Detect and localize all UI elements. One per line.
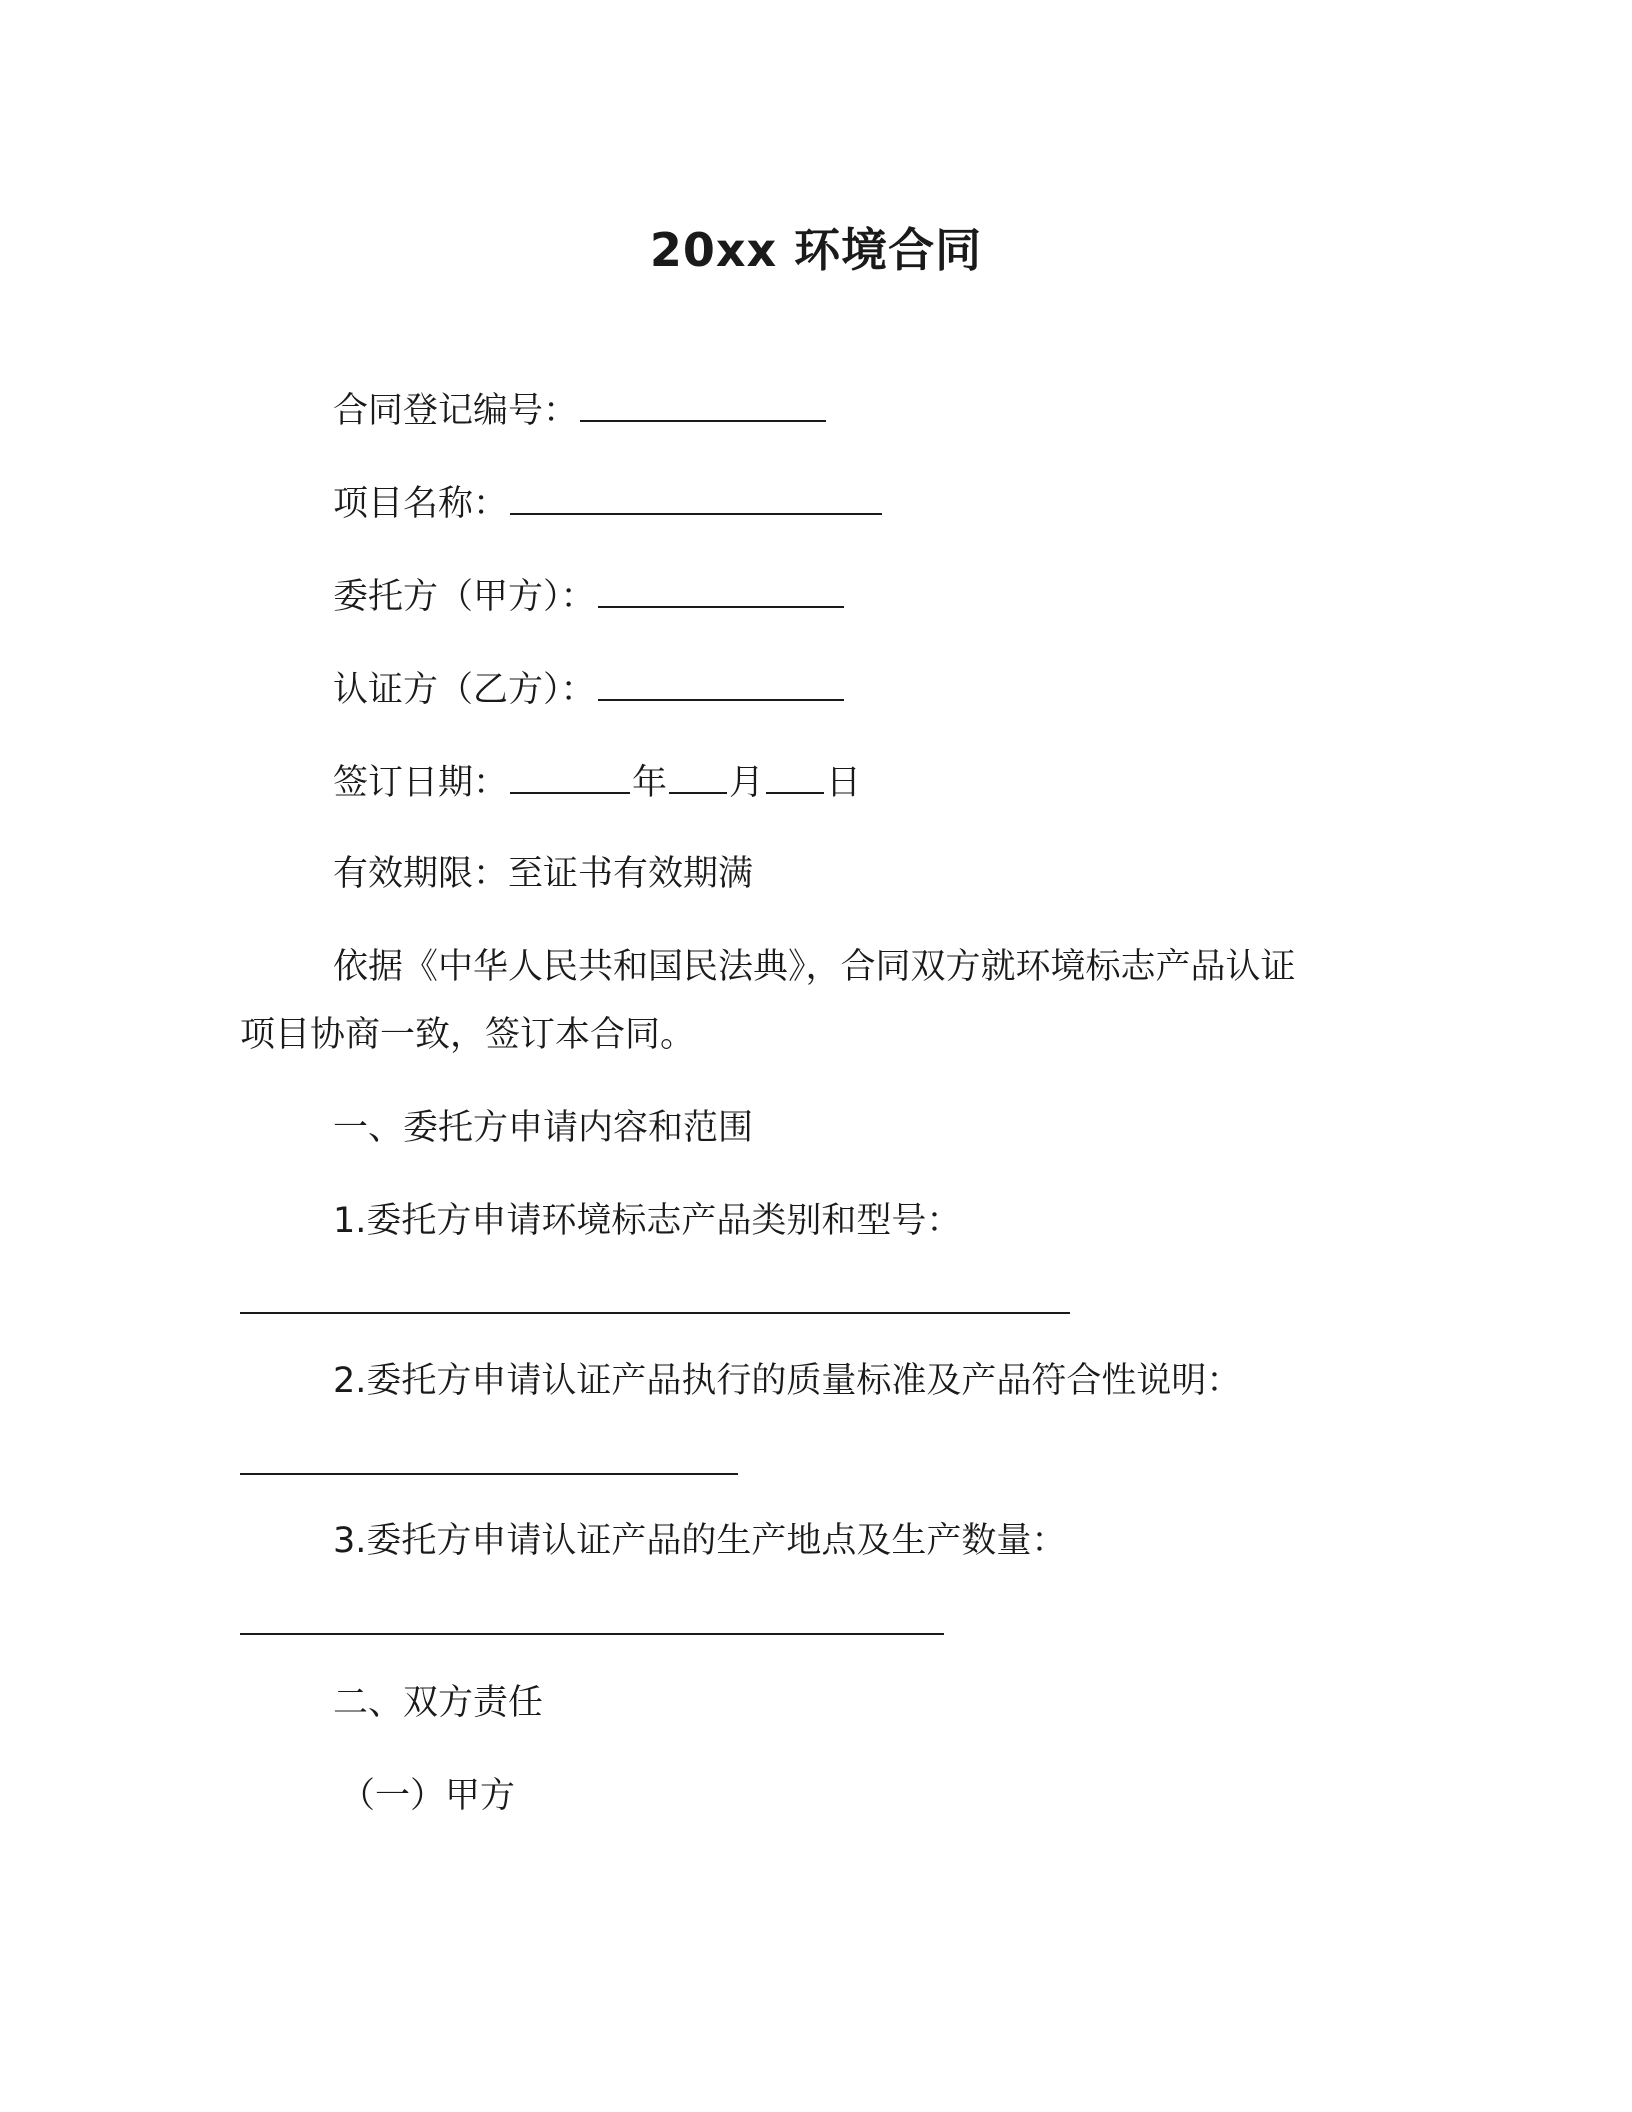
section-1-heading: 一、委托方申请内容和范围 bbox=[333, 1108, 754, 1148]
section-2-heading: 二、双方责任 bbox=[333, 1683, 544, 1723]
sign-date-day-label: 日 bbox=[826, 763, 862, 803]
preamble-line-2: 项目协商一致，签订本合同。 bbox=[240, 1015, 696, 1055]
validity-row: 有效期限：至证书有效期满 bbox=[333, 854, 754, 894]
project-name-label: 项目名称： bbox=[333, 484, 509, 524]
sign-date-year-blank[interactable] bbox=[510, 756, 630, 794]
project-name-row bbox=[333, 477, 884, 529]
certifier-row bbox=[333, 663, 846, 715]
project-name-blank[interactable] bbox=[510, 477, 882, 515]
section-1-item-2: 2.委托方申请认证产品执行的质量标准及产品符合性说明： bbox=[333, 1361, 1242, 1401]
certifier-blank[interactable] bbox=[598, 663, 844, 701]
section-1-item-3: 3.委托方申请认证产品的生产地点及生产数量： bbox=[333, 1521, 1067, 1561]
certifier-label: 认证方（乙方）： bbox=[333, 670, 596, 710]
section-1-item-1: 1.委托方申请环境标志产品类别和型号： bbox=[333, 1201, 962, 1241]
sign-date-month-blank[interactable] bbox=[669, 756, 727, 794]
item-2-answer-line[interactable] bbox=[240, 1473, 738, 1475]
preamble-line-1: 依据《中华人民共和国民法典》，合同双方就环境标志产品认证 bbox=[333, 947, 1296, 987]
sign-date-month-label: 月 bbox=[729, 763, 765, 803]
client-label: 委托方（甲方）： bbox=[333, 577, 596, 617]
registration-no-row bbox=[333, 384, 828, 436]
registration-no-blank[interactable] bbox=[580, 384, 826, 422]
registration-no-label: 合同登记编号： bbox=[333, 391, 579, 431]
item-3-answer-line[interactable] bbox=[240, 1633, 944, 1635]
client-row bbox=[333, 570, 846, 622]
document-title: 20xx 环境合同 bbox=[649, 223, 983, 277]
item-1-answer-line[interactable] bbox=[240, 1312, 1070, 1314]
sign-date-row bbox=[333, 756, 861, 808]
client-blank[interactable] bbox=[598, 570, 844, 608]
sign-date-year-label: 年 bbox=[632, 763, 668, 803]
section-2-sub-1: （一）甲方 bbox=[340, 1776, 516, 1816]
sign-date-label: 签订日期： bbox=[333, 763, 509, 803]
sign-date-day-blank[interactable] bbox=[766, 756, 824, 794]
